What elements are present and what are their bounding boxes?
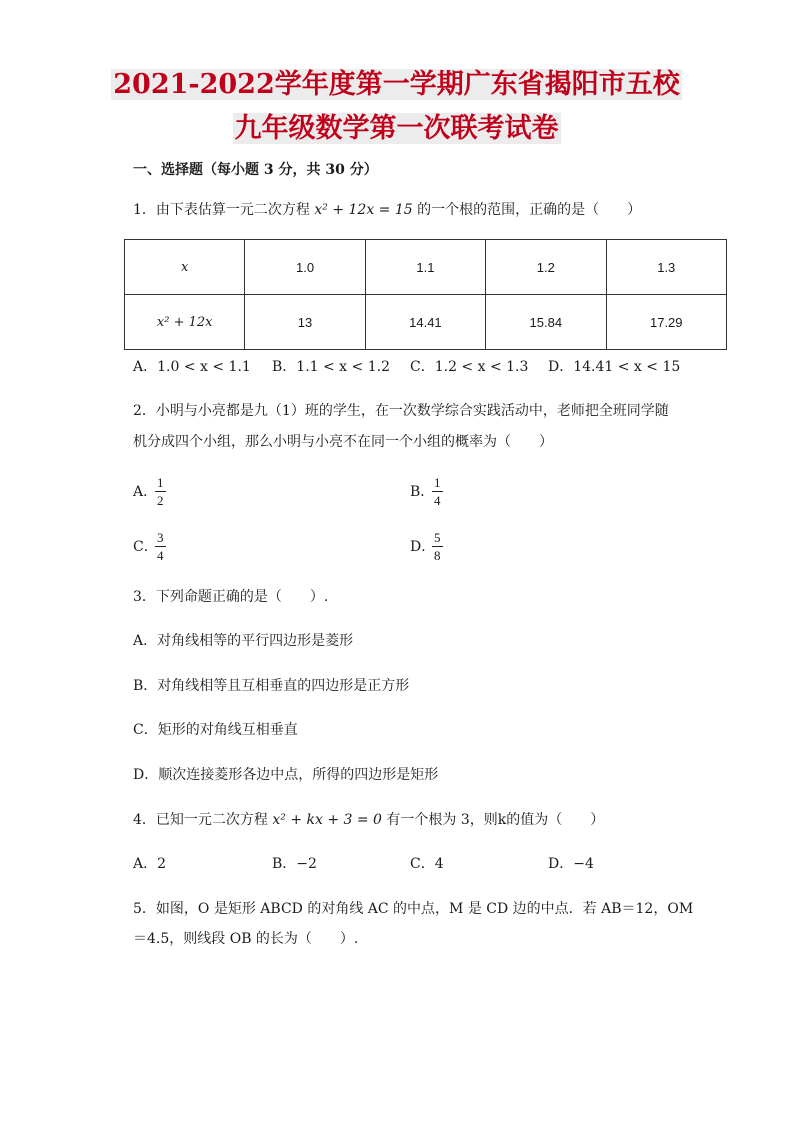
q1-option-d[interactable]: D．14.41 < x < 15 — [548, 359, 681, 375]
fraction-denominator: 4 — [434, 493, 441, 508]
section-heading: 一、选择题（每小题 3 分，共 30 分） — [133, 162, 378, 178]
table-cell: x — [125, 240, 245, 295]
question-5-stem-line1: 5．如图，O 是矩形 ABCD 的对角线 AC 的中点，M 是 CD 边的中点．若 AB＝12，OM — [133, 901, 694, 917]
question-1-prefix: 1．由下表估算一元二次方程 — [133, 202, 315, 218]
q3-option-d[interactable]: D．顺次连接菱形各边中点，所得的四边形是矩形 — [133, 767, 439, 783]
fraction-denominator: 4 — [157, 548, 164, 563]
table-cell: 1.3 — [606, 240, 726, 295]
question-5-stem-line2: ＝4.5，则线段 OB 的长为（ ）. — [133, 931, 359, 947]
table-cell: 13 — [245, 295, 365, 350]
exam-title-line1: 2021-2022学年度第一学期广东省揭阳市五校 — [113, 69, 680, 100]
option-label: C． — [133, 539, 158, 555]
q3-option-a[interactable]: A．对角线相等的平行四边形是菱形 — [133, 633, 354, 649]
fraction-numerator: 1 — [434, 475, 441, 490]
question-3-stem: 3．下列命题正确的是（ ）. — [133, 589, 329, 605]
option-label: D． — [410, 539, 436, 555]
fraction-denominator: 8 — [434, 548, 441, 563]
value-table — [124, 239, 727, 350]
table-cell: 1.2 — [486, 240, 606, 295]
table-row — [125, 240, 727, 295]
table-cell: 15.84 — [486, 295, 606, 350]
question-2-stem-line2: 机分成四个小组，那么小明与小亮不在同一个小组的概率为（ ） — [133, 434, 553, 450]
table-cell: 17.29 — [606, 295, 726, 350]
q3-option-b[interactable]: B．对角线相等且互相垂直的四边形是正方形 — [133, 678, 410, 694]
q2-option-a[interactable] — [133, 482, 157, 502]
fraction-numerator: 3 — [157, 530, 164, 545]
table-cell: 1.1 — [365, 240, 485, 295]
q4-option-d[interactable]: D．−4 — [548, 856, 594, 872]
fraction-denominator: 2 — [157, 493, 164, 508]
q2-option-c-fraction — [155, 530, 166, 563]
q2-option-b[interactable] — [410, 482, 434, 502]
q2-option-a-fraction — [155, 475, 166, 508]
question-1-suffix: 的一个根的范围，正确的是（ ） — [412, 202, 642, 218]
q2-option-b-fraction — [432, 475, 443, 508]
option-label: B． — [410, 484, 435, 500]
q4-option-a[interactable]: A．2 — [133, 856, 167, 872]
q1-option-a[interactable]: A．1.0 < x < 1.1 — [133, 359, 251, 375]
fraction-numerator: 5 — [434, 530, 441, 545]
option-label: A． — [133, 484, 158, 500]
question-2-stem-line1: 2．小明与小亮都是九（1）班的学生，在一次数学综合实践活动中，老师把全班同学随 — [133, 403, 669, 419]
table-cell: 14.41 — [365, 295, 485, 350]
exam-title-line2: 九年级数学第一次联考试卷 — [234, 113, 559, 144]
table-row — [125, 295, 727, 350]
q1-option-c[interactable]: C．1.2 < x < 1.3 — [410, 359, 529, 375]
question-4-suffix: 有一个根为 3，则k的值为（ ） — [381, 812, 605, 828]
q1-option-b[interactable]: B．1.1 < x < 1.2 — [272, 359, 390, 375]
table-cell: x² + 12x — [125, 295, 245, 350]
question-4-stem — [133, 810, 604, 830]
q4-option-b[interactable]: B．−2 — [272, 856, 317, 872]
q3-option-c[interactable]: C．矩形的对角线互相垂直 — [133, 722, 298, 738]
q2-option-d-fraction — [432, 530, 443, 563]
q4-option-c[interactable]: C．4 — [410, 856, 444, 872]
question-1-stem — [133, 200, 641, 220]
question-4-prefix: 4．已知一元二次方程 — [133, 812, 273, 828]
question-1-equation: x² + 12x = 15 — [314, 202, 413, 218]
fraction-numerator: 1 — [157, 475, 164, 490]
question-4-equation: x² + kx + 3 = 0 — [272, 812, 382, 828]
table-cell: 1.0 — [245, 240, 365, 295]
q2-option-c[interactable] — [133, 537, 158, 557]
